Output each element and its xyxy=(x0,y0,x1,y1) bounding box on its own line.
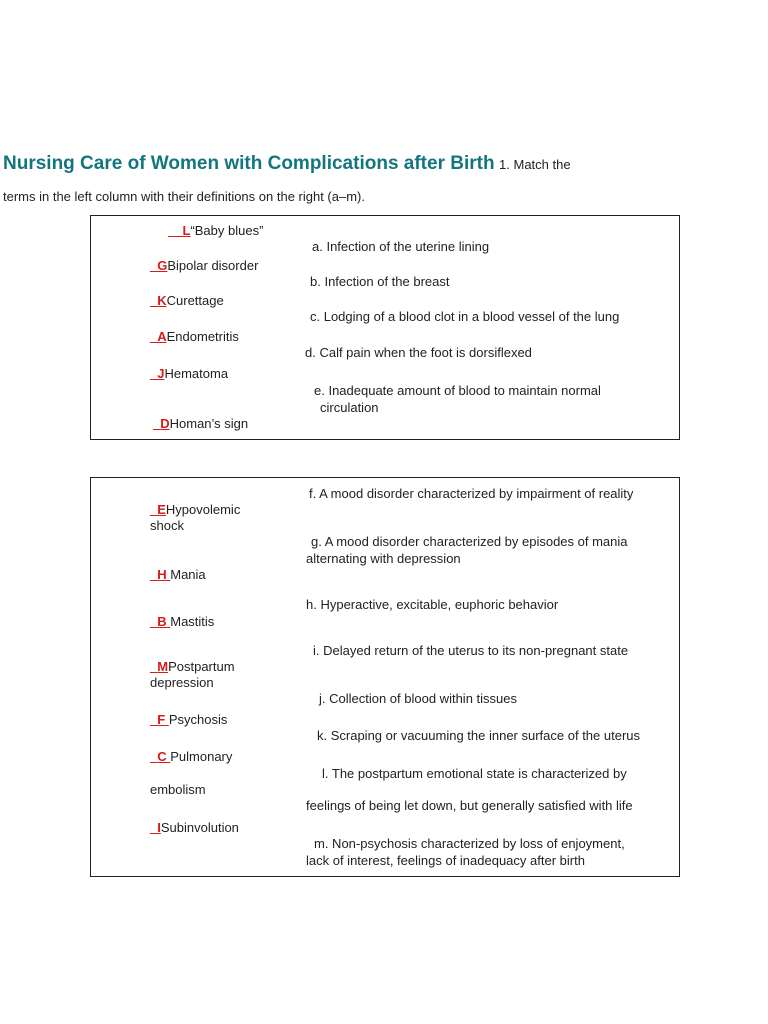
answer-letter: _E xyxy=(150,502,166,517)
definition-continued: alternating with depression xyxy=(306,551,461,566)
term-label-continued: shock xyxy=(150,518,184,533)
answer-letter: _J xyxy=(150,366,165,381)
term-row xyxy=(150,502,240,518)
term-label: Mastitis xyxy=(170,614,215,629)
term-row xyxy=(153,416,248,432)
answer-letter: _K xyxy=(150,293,167,308)
term-label-continued: embolism xyxy=(150,782,206,797)
definition: b. Infection of the breast xyxy=(310,274,450,289)
term-row xyxy=(150,567,206,583)
term-label: Bipolar disorder xyxy=(167,258,259,273)
term-label: Psychosis xyxy=(168,712,228,727)
definition: l. The postpartum emotional state is characterized by xyxy=(322,766,627,781)
term-row xyxy=(150,614,214,630)
term-label: Hematoma xyxy=(164,366,229,381)
definition: a. Infection of the uterine lining xyxy=(312,239,490,254)
term-row xyxy=(150,366,228,382)
term-row xyxy=(150,749,232,765)
term-row xyxy=(168,223,263,239)
term-row xyxy=(150,659,235,675)
definition-continued: lack of interest, feelings of inadequacy after birth xyxy=(306,853,585,868)
term-row xyxy=(150,820,239,836)
term-row xyxy=(150,712,227,728)
term-label: Subinvolution xyxy=(160,820,239,835)
definition-continued: circulation xyxy=(320,400,379,415)
answer-letter: _A xyxy=(150,329,167,344)
answer-letter: C xyxy=(157,749,167,764)
instructions-end: terms in the left column with their definitions on the right (a–m). xyxy=(3,189,365,204)
answer-letter: H xyxy=(157,567,167,582)
definition: k. Scraping or vacuuming the inner surface of the uterus xyxy=(317,728,641,743)
definition: f. A mood disorder characterized by impairment of reality xyxy=(309,486,634,501)
term-label: “Baby blues” xyxy=(190,223,264,238)
definition: e. Inadequate amount of blood to maintain normal xyxy=(314,383,601,398)
answer-letter: _D xyxy=(153,416,170,431)
term-label: Mania xyxy=(170,567,206,582)
answer-letter: M xyxy=(157,659,169,674)
instructions-start: 1. Match the xyxy=(499,157,571,172)
term-row xyxy=(150,258,258,274)
term-label: Postpartum xyxy=(168,659,235,674)
definition: i. Delayed return of the uterus to its non-pregnant state xyxy=(313,643,629,658)
term-label: Homan’s sign xyxy=(169,416,249,431)
definition: g. A mood disorder characterized by episodes of mania xyxy=(311,534,628,549)
term-label: Endometritis xyxy=(166,329,239,344)
term-row xyxy=(150,329,239,345)
answer-letter: I xyxy=(157,820,161,835)
answer-letter: F xyxy=(157,712,166,727)
definition: h. Hyperactive, excitable, euphoric behavior xyxy=(306,597,559,612)
definition: c. Lodging of a blood clot in a blood vessel of the lung xyxy=(310,309,620,324)
definition: d. Calf pain when the foot is dorsiflexed xyxy=(305,345,532,360)
term-label: Curettage xyxy=(166,293,224,308)
page-title: Nursing Care of Women with Complications after Birth xyxy=(3,153,495,174)
matching-table-1 xyxy=(90,215,680,440)
term-label: Pulmonary xyxy=(170,749,233,764)
answer-letter: _G xyxy=(150,258,168,273)
definition: m. Non-psychosis characterized by loss of enjoyment, xyxy=(314,836,625,851)
matching-table-2 xyxy=(90,477,680,877)
heading xyxy=(3,153,571,175)
term-label: Hypovolemic xyxy=(165,502,241,517)
definition: j. Collection of blood within tissues xyxy=(319,691,517,706)
term-row xyxy=(150,293,224,309)
term-label-continued: depression xyxy=(150,675,214,690)
definition-continued: feelings of being let down, but generally satisfied with life xyxy=(306,798,633,813)
answer-letter: B xyxy=(157,614,167,629)
answer-letter: __L xyxy=(168,223,191,238)
